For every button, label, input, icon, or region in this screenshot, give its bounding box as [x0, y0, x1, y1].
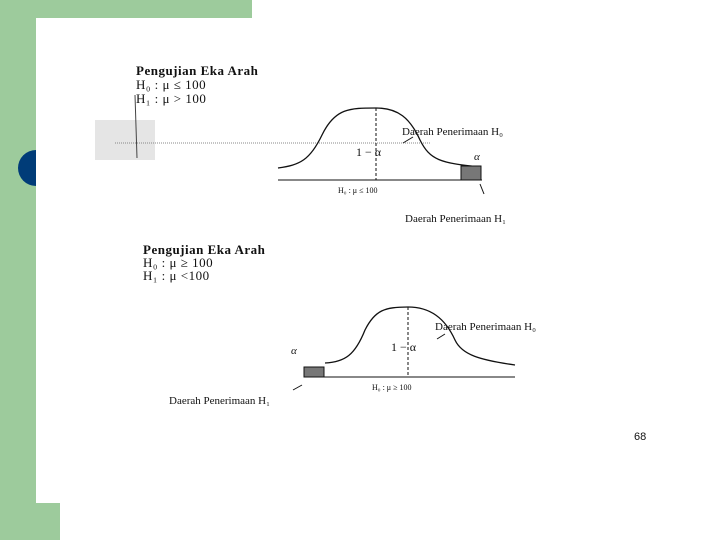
- diagram2-alpha: α: [291, 345, 297, 357]
- diagram2-rejection-area: [304, 367, 324, 377]
- diagram1-center-label: 1 − α: [356, 145, 382, 159]
- diagram2-title: Pengujian Eka Arah: [143, 242, 266, 257]
- arrow-icon: [480, 184, 484, 194]
- diagram1-alpha: α: [474, 151, 480, 163]
- diagram1-accept-h0: Daerah Penerimaan H₀: [402, 126, 503, 138]
- diagram1-rejection-area: [461, 166, 481, 180]
- diagram1-accept-h1: Daerah Penerimaan H₁: [405, 213, 506, 225]
- diagram2-accept-h1: Daerah Penerimaan H₁: [169, 395, 270, 407]
- diagram2-axis-label: H₀ : μ ≥ 100: [372, 383, 412, 392]
- diagram2-center-label: 1 − α: [391, 340, 417, 354]
- diagram1-title: Pengujian Eka Arah: [136, 63, 259, 78]
- diagram1-h0: H₀ : μ ≤ 100: [136, 77, 207, 92]
- arrow-icon: [437, 334, 445, 339]
- diagram2-h0: H₀ : μ ≥ 100: [143, 255, 214, 270]
- diagram1-h1: H₁ : μ > 100: [136, 91, 207, 106]
- diagram2-accept-h0: Daerah Penerimaan H₀: [435, 321, 536, 333]
- arrow-icon: [293, 385, 302, 390]
- diagram1-axis-label: H₀ : μ ≤ 100: [338, 186, 378, 195]
- page-number: 68: [634, 431, 647, 443]
- scan-artifact: [95, 120, 155, 160]
- diagram2-h1: H₁ : μ <100: [143, 268, 210, 283]
